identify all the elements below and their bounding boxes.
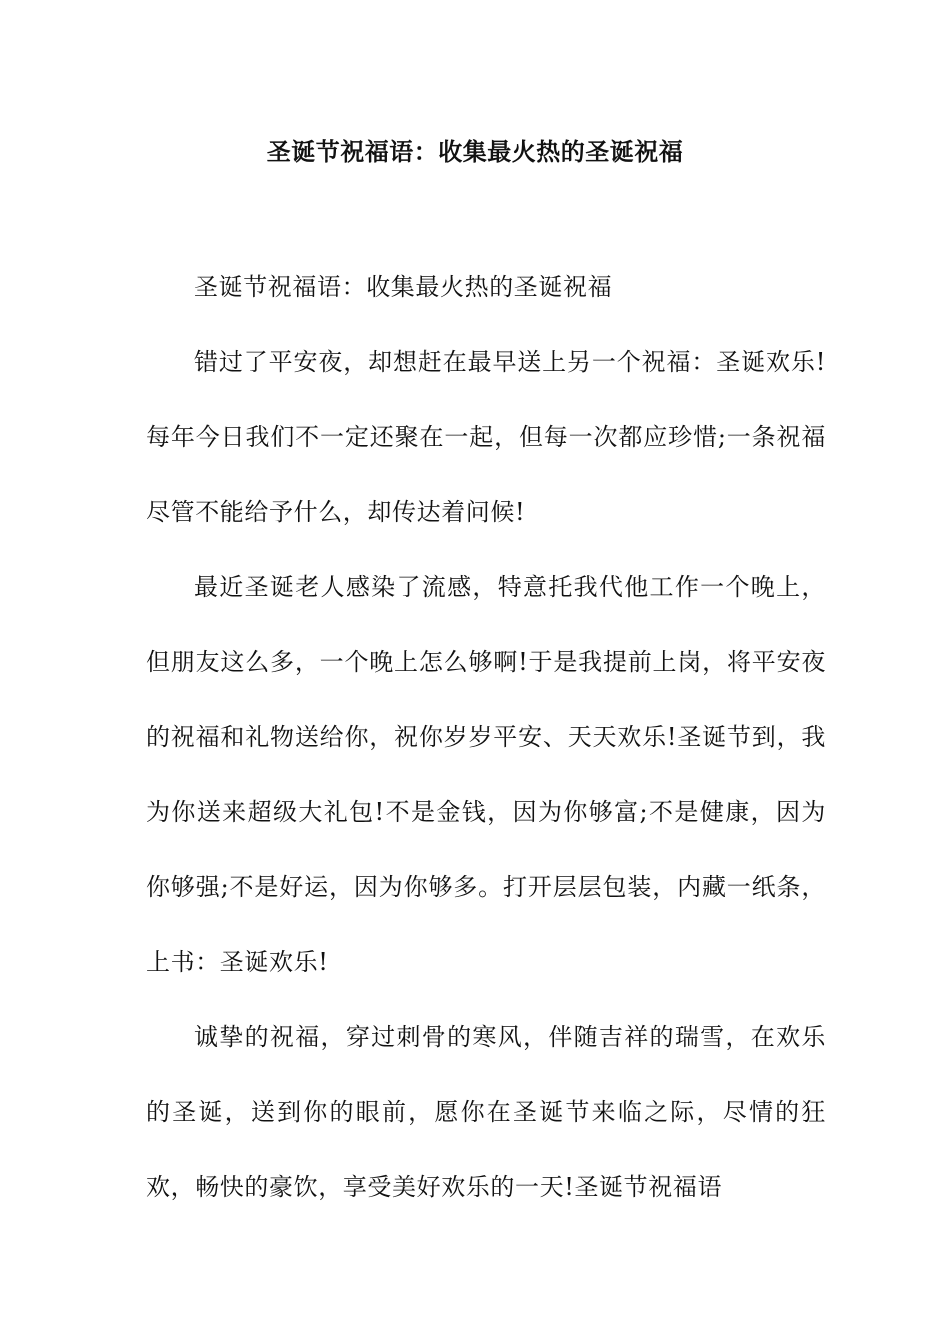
paragraph-subtitle: 圣诞节祝福语：收集最火热的圣诞祝福 <box>194 273 613 301</box>
paragraph-1: 错过了平安夜，却想赶在最早送上另一个祝福：圣诞欢乐!每年今日我们不一定还聚在一起，但每一次都应珍惜;一条祝福尽管不能给予什么，却传达着问候! <box>146 348 826 526</box>
document-title: 圣诞节祝福语：收集最火热的圣诞祝福 <box>266 137 684 166</box>
document-body <box>146 250 826 1225</box>
paragraph-2: 最近圣诞老人感染了流感，特意托我代他工作一个晚上，但朋友这么多，一个晚上怎么够啊!于是我提前上岗，将平安夜的祝福和礼物送给你，祝你岁岁平安、天天欢乐!圣诞节到，我为你送来超级大礼包!不是金钱，因为你够富;不是健康，因为你够强;不是好运，因为你够多。打开层层包装，内藏一纸条，上书：圣诞欢乐! <box>146 573 826 976</box>
paragraph-3: 诚挚的祝福，穿过刺骨的寒风，伴随吉祥的瑞雪，在欢乐的圣诞，送到你的眼前，愿你在圣诞节来临之际，尽情的狂欢，畅快的豪饮，享受美好欢乐的一天!圣诞节祝福语 <box>146 1023 826 1201</box>
